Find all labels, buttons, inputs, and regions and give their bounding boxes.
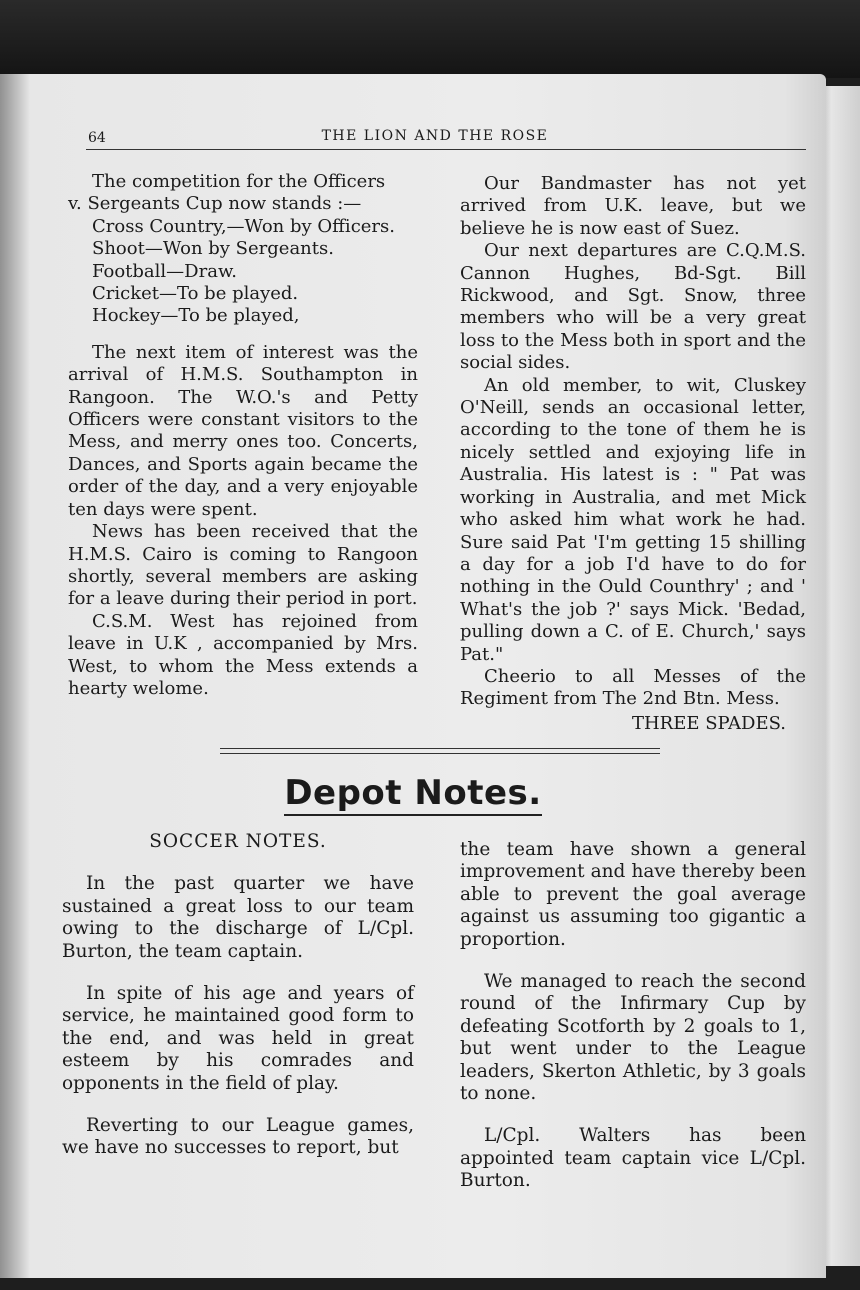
page-header xyxy=(60,124,810,148)
binding-shadow xyxy=(0,74,30,1278)
soccer-paragraph-improvement: the team have shown a general improvement and have thereby been able to prevent the goal average against us assuming too gigantic a proportion. xyxy=(460,839,806,950)
cairo-paragraph: News has been received that the H.M.S. Cairo is coming to Rangoon shortly, several members are asking for a leave during their period in port. xyxy=(68,521,418,610)
section-title xyxy=(0,773,826,813)
departures-paragraph: Our next departures are C.Q.M.S. Cannon Hughes, Bd-Sgt. Bill Rickwood, and Sgt. Snow, three members who will be a very great loss to the Mess both in sport and the social sides. xyxy=(460,240,806,374)
page-number: 64 xyxy=(88,130,106,146)
cup-result: Hockey—To be played, xyxy=(92,305,300,327)
cheerio-paragraph: Cheerio to all Messes of the Regiment from The 2nd Btn. Mess. xyxy=(460,665,806,710)
oneill-paragraph: An old member, to wit, Cluskey O'Neill, sends an occasional letter, according to the tone of them he is nicely settled and exjoying life in Australia. His latest is : " Pat was working in Australia, and met Mick who asked him what work he had. Sure said Pat 'I'm getting 15 shilling a day for a job I'd have to do for nothing in the Ould Counthry' ; and ' What's the job ?' says Mick. 'Bedad, pulling down a C. of E. Church,' says Pat." xyxy=(460,374,806,665)
soccer-left-column xyxy=(62,831,414,1160)
soccer-paragraph-form: In spite of his age and years of service, he maintained good form to the end, and was held in great esteem by his comrades and opponents in the field of play. xyxy=(62,983,414,1094)
cup-intro-line-2: v. Sergeants Cup now stands :— xyxy=(68,193,362,215)
soccer-paragraph-league: Reverting to our League games, we have no successes to report, but xyxy=(62,1115,414,1159)
background-top xyxy=(0,0,860,78)
section-divider xyxy=(220,748,660,754)
right-column xyxy=(460,173,806,735)
soccer-subtitle: SOCCER NOTES. xyxy=(149,831,327,852)
soccer-right-column xyxy=(460,839,806,1193)
magazine-page xyxy=(0,74,826,1278)
southampton-paragraph: The next item of interest was the arrival of H.M.S. Southampton in Rangoon. The W.O.'s and Petty Officers were constant visitors to the Mess, and merry ones too. Concerts, Dances, and Sports again became the order of the day, and a very enjoyable ten days were spent. xyxy=(68,341,418,520)
signature: THREE SPADES. xyxy=(631,712,786,734)
cup-result: Shoot—Won by Sergeants. xyxy=(92,238,334,260)
cup-result: Football—Draw. xyxy=(92,260,237,282)
section-title-text: Depot Notes. xyxy=(284,773,541,816)
header-rule xyxy=(86,149,806,150)
cup-result: Cross Country,—Won by Officers. xyxy=(92,215,395,237)
csm-west-paragraph: C.S.M. West has rejoined from leave in U.K , accompanied by Mrs. West, to whom the Mess extends a hearty welome. xyxy=(68,610,418,699)
soccer-paragraph-captain: L/Cpl. Walters has been appointed team captain vice L/Cpl. Burton. xyxy=(460,1125,806,1192)
running-title: THE LION AND THE ROSE xyxy=(321,128,549,144)
left-column xyxy=(68,171,418,700)
cup-result: Cricket—To be played. xyxy=(92,283,299,305)
soccer-paragraph-cup: We managed to reach the second round of the Infirmary Cup by defeating Scotforth by 2 goals to 1, but went under to the League leaders, Skerton Athletic, by 3 goals to none. xyxy=(460,971,806,1105)
cup-intro-line-1: The competition for the Officers xyxy=(92,171,386,192)
bandmaster-paragraph: Our Bandmaster has not yet arrived from U.K. leave, but we believe he is now east of Suez. xyxy=(460,173,806,239)
soccer-paragraph-loss: In the past quarter we have sustained a great loss to our team owing to the discharge of L/Cpl. Burton, the team captain. xyxy=(62,873,414,962)
